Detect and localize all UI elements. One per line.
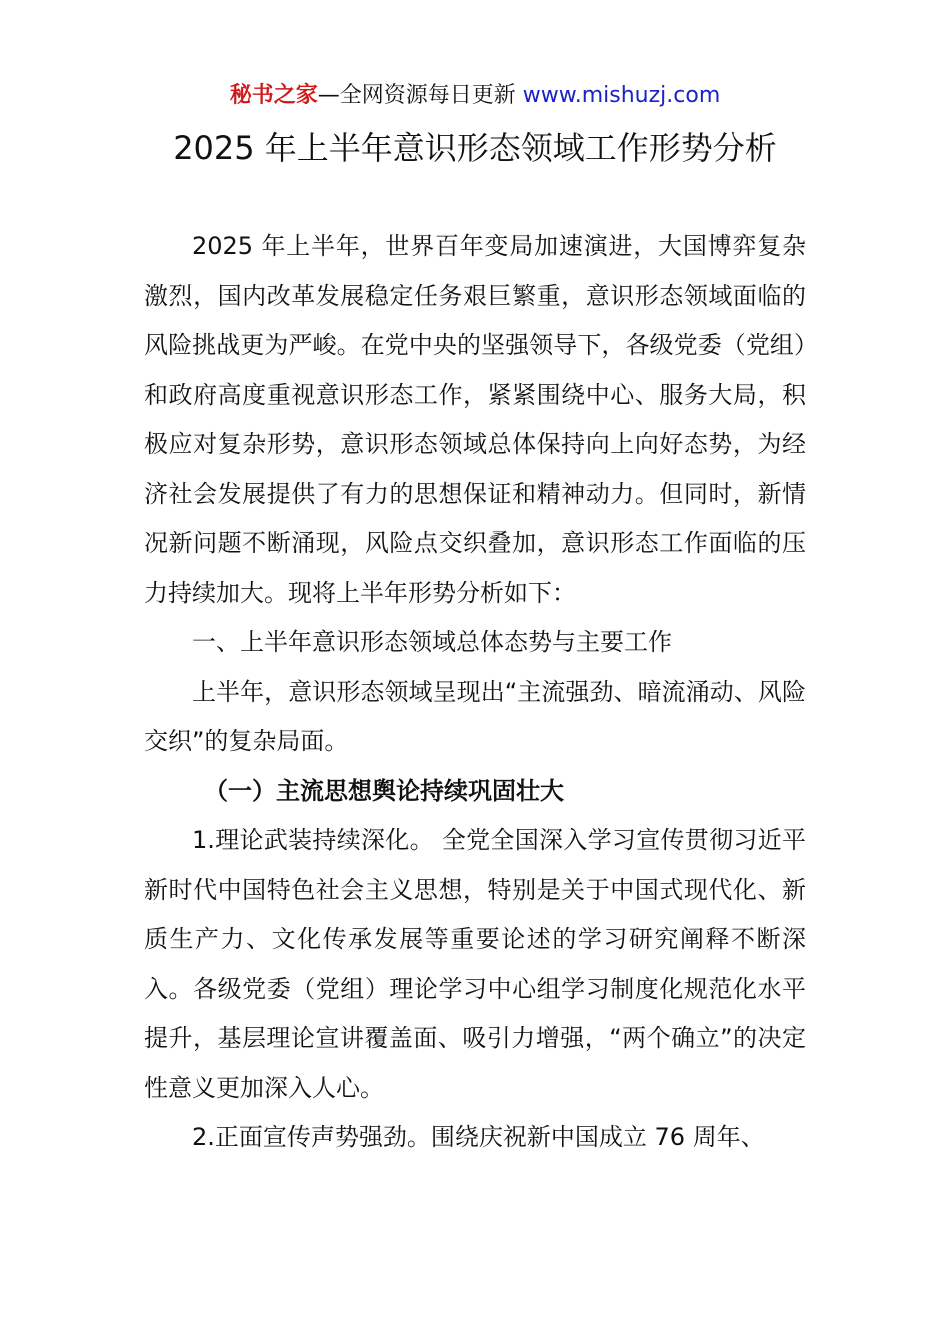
- point-1-paragraph: 1.理论武装持续深化。 全党全国深入学习宣传贯彻习近平新时代中国特色社会主义思想，特别是关于中国式现代化、新质生产力、文化传承发展等重要论述的学习研究阐释不断深入。各级党委（党组）理论学习中心组学习制度化规范化水平提升，基层理论宣讲覆盖面、吸引力增强，“两个确立”的决定性意义更加深入人心。: [144, 826, 806, 1102]
- site-tagline: —全网资源每日更新: [317, 83, 523, 108]
- section-heading-1: 一、上半年意识形态领域总体态势与主要工作: [192, 628, 672, 656]
- point-2-paragraph: 2.正面宣传声势强劲。围绕庆祝新中国成立 76 周年、: [192, 1123, 765, 1151]
- site-brand: 秘书之家: [229, 83, 318, 108]
- subsection-heading-1: （一）主流思想舆论持续巩固壮大: [204, 776, 564, 805]
- intro-paragraph: 2025 年上半年，世界百年变局加速演进，大国博弈复杂激烈，国内改革发展稳定任务艰巨繁重，意识形态领域面临的风险挑战更为严峻。在党中央的坚强领导下，各级党委（党组）和政府高度重视意识形态工作，紧紧围绕中心、服务大局，积极应对复杂形势，意识形态领域总体保持向上向好态势，为经济社会发展提供了有力的思想保证和精神动力。但同时，新情况新问题不断涌现，风险点交织叠加，意识形态工作面临的压力持续加大。现将上半年形势分析如下：: [144, 232, 806, 607]
- section-1-paragraph: 上半年，意识形态领域呈现出“主流强劲、暗流涌动、风险交织”的复杂局面。: [144, 677, 806, 755]
- document-title: 2025 年上半年意识形态领域工作形势分析: [173, 129, 777, 167]
- site-header: [0, 80, 950, 112]
- site-url-link[interactable]: www.mishuzj.com: [522, 83, 721, 108]
- document-body: [144, 222, 806, 1163]
